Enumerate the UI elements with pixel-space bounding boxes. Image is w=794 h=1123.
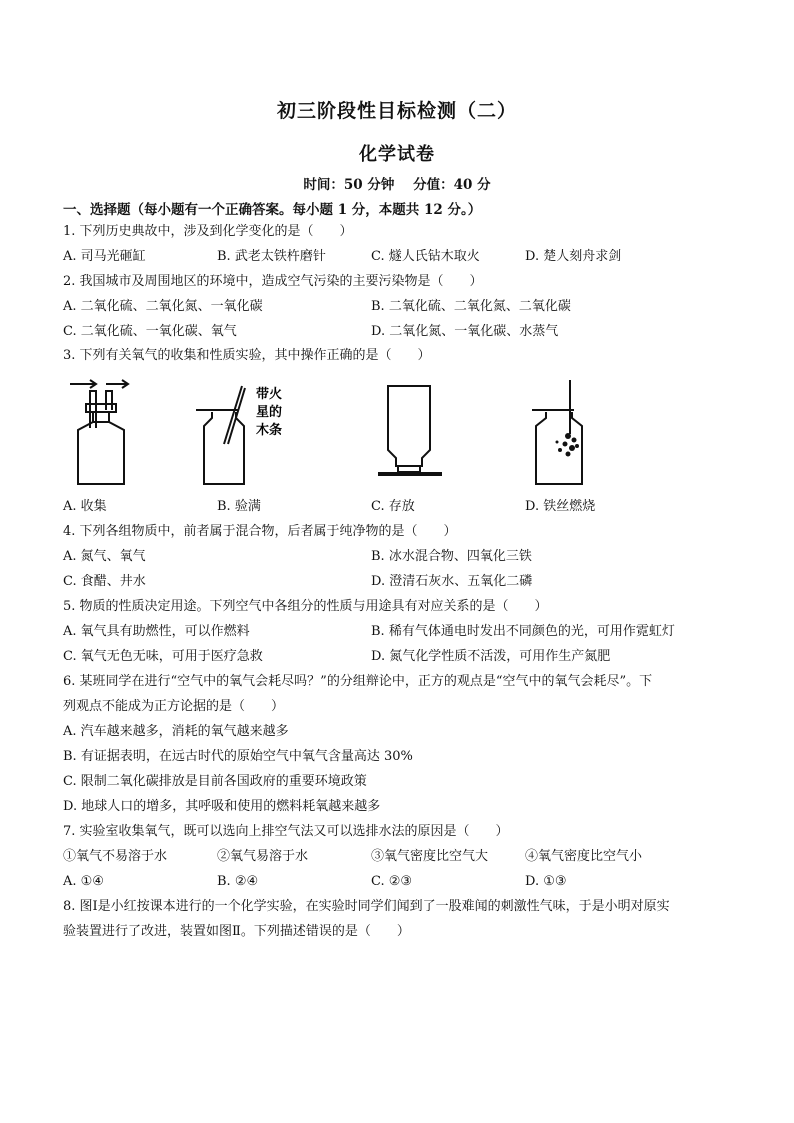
question-1-options	[63, 248, 743, 266]
option-c: C. 存放	[371, 499, 415, 514]
figure-a-collection	[66, 378, 146, 490]
question-4-options-row1	[63, 548, 743, 566]
question-8-stem-line2: 验装置进行了改进，装置如图Ⅱ。下列描述错误的是（ ）	[63, 924, 410, 939]
question-4-stem: 4. 下列各组物质中，前者属于混合物，后者属于纯净物的是（ ）	[63, 524, 457, 539]
option-c: C. 二氧化硫、一氧化碳、氧气	[63, 324, 237, 339]
statement-4: ④氧气密度比空气小	[525, 849, 643, 864]
option-a: A. 氧气具有助燃性，可以作燃料	[63, 624, 250, 639]
exam-subject: 化学试卷	[359, 144, 435, 165]
option-b: B. 验满	[217, 499, 261, 514]
question-8-stem-line1: 8. 图Ⅰ是小红按课本进行的一个化学实验，在实验时同学们闻到了一股难闻的刺激性气味，于是小明对原实	[63, 899, 670, 914]
question-3-stem: 3. 下列有关氧气的收集和性质实验，其中操作正确的是（ ）	[63, 348, 431, 363]
option-d: D. ①③	[525, 874, 567, 889]
question-5-options-row2	[63, 648, 743, 666]
question-5-stem: 5. 物质的性质决定用途。下列空气中各组分的性质与用途具有对应关系的是（ ）	[63, 599, 548, 614]
splint-label-line2: 星的	[256, 405, 283, 420]
option-b: B. 二氧化硫、二氧化氮、二氧化碳	[371, 299, 571, 314]
option-c: C. 氧气无色无味，可用于医疗急救	[63, 649, 263, 664]
section-heading: 一、选择题（每小题有一个正确答案。每小题 1 分，本题共 12 分。）	[63, 202, 482, 218]
exam-score: 分值：40 分	[413, 177, 491, 193]
option-b: B. 冰水混合物、四氧化三铁	[371, 549, 532, 564]
option-d: D. 氮气化学性质不活泼，可用作生产氮肥	[371, 649, 611, 664]
option-d: D. 澄清石灰水、五氧化二磷	[371, 574, 533, 589]
option-b: B. 稀有气体通电时发出不同颜色的光，可用作霓虹灯	[371, 624, 675, 639]
exam-time: 时间：50 分钟	[303, 177, 395, 193]
option-a: A. 司马光砸缸	[63, 249, 146, 264]
question-6-option-c: C. 限制二氧化碳排放是目前各国政府的重要环境政策	[63, 774, 367, 789]
option-a: A. 收集	[63, 499, 107, 514]
statement-3: ③氧气密度比空气大	[371, 849, 489, 864]
option-c: C. 燧人氏钻木取火	[371, 249, 480, 264]
exam-title: 初三阶段性目标检测（二）	[276, 100, 517, 122]
question-6-stem-line1: 6. 某班同学在进行“空气中的氧气会耗尽吗？”的分组辩论中，正方的观点是“空气中的氧气会耗尽”。下	[63, 674, 653, 689]
question-1-stem: 1. 下列历史典故中，涉及到化学变化的是（ ）	[63, 224, 353, 239]
question-4-options-row2	[63, 573, 743, 591]
option-a: A. 二氧化硫、二氧化氮、一氧化碳	[63, 299, 263, 314]
option-a: A. 氮气、氧气	[63, 549, 146, 564]
option-c: C. ②③	[371, 874, 413, 889]
figure-d-iron-burning	[530, 378, 610, 490]
splint-label-line3: 木条	[256, 423, 283, 438]
option-a: A. ①④	[63, 874, 104, 889]
question-6-stem-line2: 列观点不能成为正方论据的是（ ）	[63, 699, 285, 714]
option-b: B. ②④	[217, 874, 259, 889]
question-6-option-b: B. 有证据表明，在远古时代的原始空气中氧气含量高达 30%	[63, 749, 413, 764]
option-d: D. 楚人刻舟求剑	[525, 249, 622, 264]
question-7-stem: 7. 实验室收集氧气，既可以选向上排空气法又可以选排水法的原因是（ ）	[63, 824, 509, 839]
option-c: C. 食醋、井水	[63, 574, 146, 589]
question-2-options-row1	[63, 298, 743, 316]
question-7-statements	[63, 848, 743, 866]
figure-c-storage	[376, 378, 456, 490]
figure-b-full-check	[194, 378, 298, 490]
question-7-options	[63, 873, 743, 891]
splint-label-line1: 带火	[256, 387, 283, 402]
question-3-options	[63, 498, 743, 516]
statement-2: ②氧气易溶于水	[217, 849, 309, 864]
statement-1: ①氧气不易溶于水	[63, 849, 168, 864]
option-d: D. 二氧化氮、一氧化碳、水蒸气	[371, 324, 559, 339]
question-6-option-a: A. 汽车越来越多，消耗的氧气越来越多	[63, 724, 289, 739]
option-d: D. 铁丝燃烧	[525, 499, 596, 514]
question-5-options-row1	[63, 623, 743, 641]
question-2-options-row2	[63, 323, 743, 341]
question-6-option-d: D. 地球人口的增多，其呼吸和使用的燃料耗氧越来越多	[63, 799, 381, 814]
question-2-stem: 2. 我国城市及周围地区的环境中，造成空气污染的主要污染物是（ ）	[63, 274, 483, 289]
exam-meta	[0, 173, 794, 193]
option-b: B. 武老太铁杵磨针	[217, 249, 326, 264]
